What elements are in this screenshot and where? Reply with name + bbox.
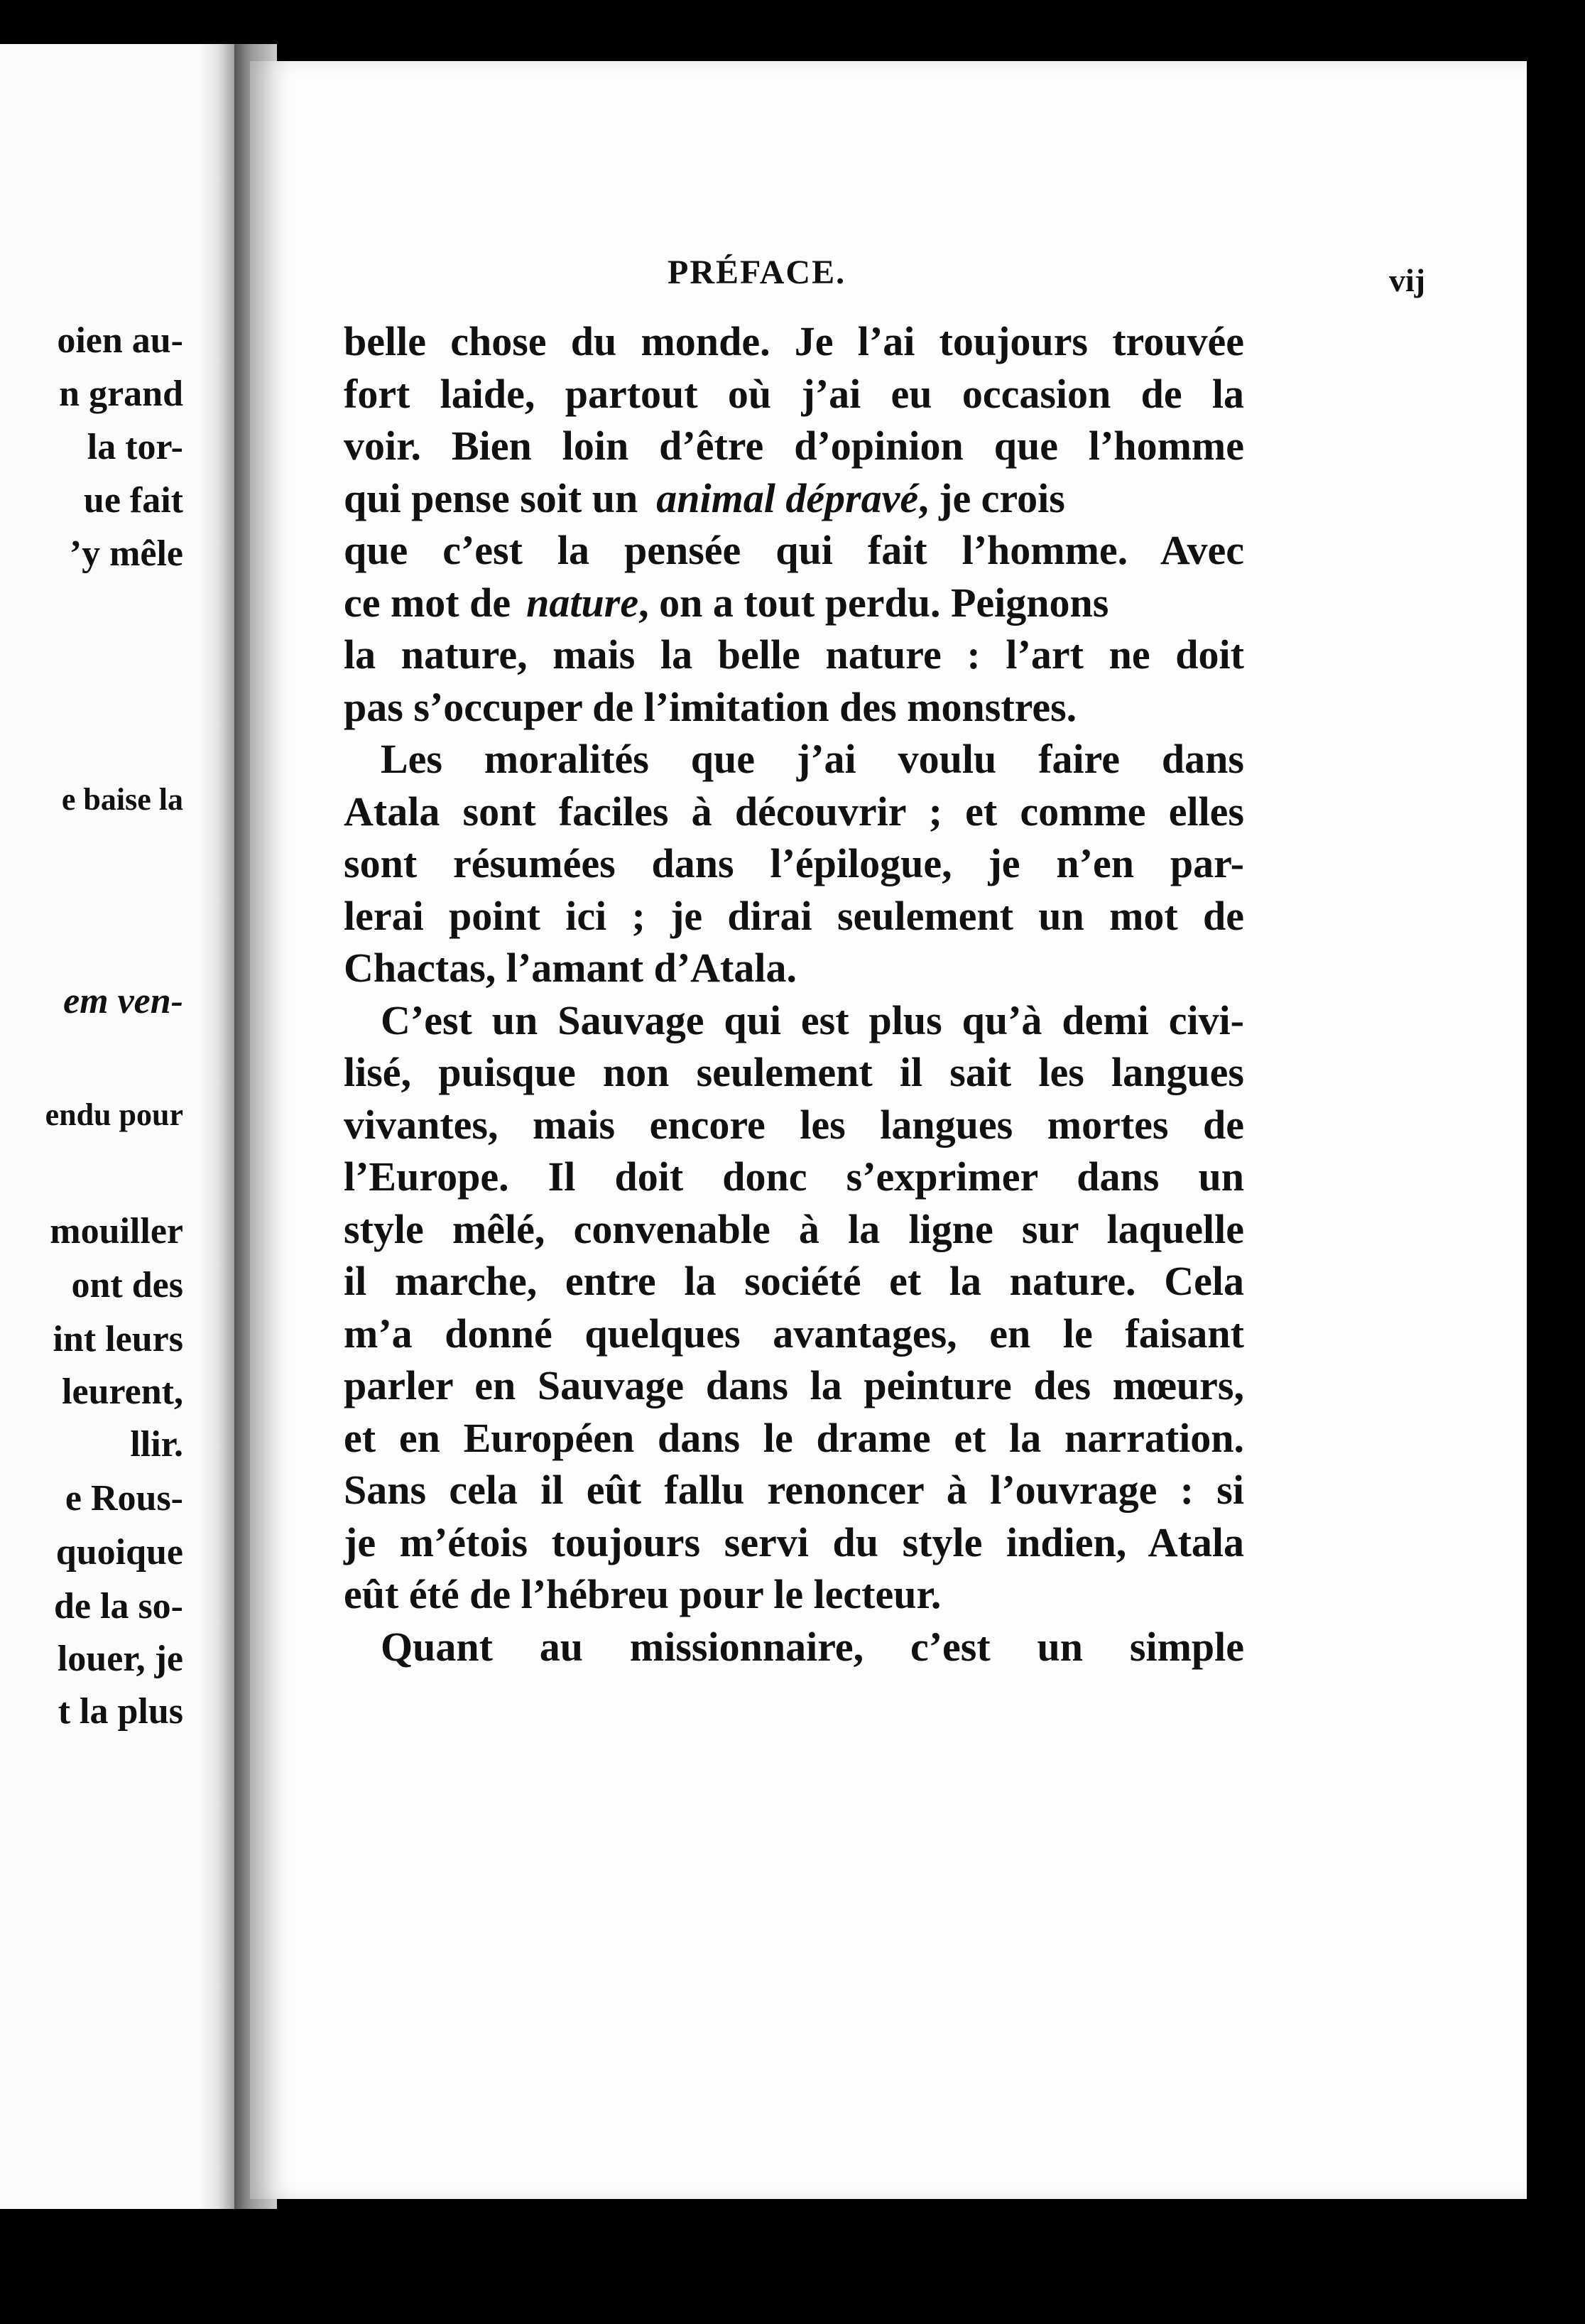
text-line: ce mot de nature , on a tout perdu. Peignons <box>344 577 1244 629</box>
text-line: fort laide, partout où j’ai eu occasion de la <box>344 370 1244 417</box>
left-line: la tor- <box>87 427 183 467</box>
text-line: Atala sont faciles à découvrir ; et comme elles <box>344 788 1244 835</box>
text-line: l’Europe. Il doit donc s’exprimer dans un <box>344 1153 1244 1200</box>
text-line: Les moralités que j’ai voulu faire dans <box>381 736 1244 782</box>
text-line: vivantes, mais encore les langues mortes de <box>344 1101 1244 1148</box>
left-line: mouiller <box>50 1211 183 1251</box>
text-line: Chactas, l’amant d’Atala. <box>344 945 797 991</box>
left-line: n grand <box>59 374 183 414</box>
right-page <box>250 61 1527 2199</box>
text-line: parler en Sauvage dans la peinture des mœurs, <box>344 1362 1244 1408</box>
left-line: e Rous- <box>65 1478 183 1519</box>
text-line: lisé, puisque non seulement il sait les langues <box>344 1049 1244 1095</box>
text-line: eût été de l’hébreu pour le lecteur. <box>344 1571 942 1617</box>
text-line: et en Européen dans le drame et la narration. <box>344 1414 1244 1461</box>
text-line: sont résumées dans l’épilogue, je n’en par- <box>344 840 1244 886</box>
left-page-edge-shadow <box>199 44 234 2209</box>
left-line: quoique <box>55 1532 183 1573</box>
text-line: style mêlé, convenable à la ligne sur laquelle <box>344 1205 1244 1252</box>
text-line: je m’étois toujours servi du style indien, Atala <box>344 1519 1244 1565</box>
left-line: ’y mêle <box>69 533 183 574</box>
left-line: ue fait <box>83 480 183 521</box>
left-line: ont des <box>71 1265 183 1305</box>
left-page <box>0 44 234 2209</box>
left-line: e baise la <box>61 782 183 817</box>
left-line: em ven- <box>63 981 183 1021</box>
left-line: int leurs <box>53 1319 183 1359</box>
italic-phrase: animal dépravé <box>656 474 919 521</box>
running-head: PRÉFACE. <box>668 254 846 291</box>
italic-phrase: nature <box>526 579 639 626</box>
left-line: louer, je <box>57 1639 183 1679</box>
text-line: m’a donné quelques avantages, en le faisant <box>344 1310 1244 1357</box>
text-line: pas s’occuper de l’imitation des monstres. <box>344 683 1077 730</box>
text-line: voir. Bien loin d’être d’opinion que l’homme <box>344 423 1244 469</box>
text-line: C’est un Sauvage qui est plus qu’à demi civi- <box>381 997 1244 1043</box>
text-line: que c’est la pensée qui fait l’homme. Avec <box>344 527 1244 573</box>
text-line: Sans cela il eût fallu renoncer à l’ouvrage : si <box>344 1467 1244 1513</box>
text-line: belle chose du monde. Je l’ai toujours trouvée <box>344 318 1244 364</box>
left-line: de la so- <box>54 1586 183 1627</box>
text-line: qui pense soit un animal dépravé , je crois <box>344 472 1244 525</box>
text-line: il marche, entre la société et la nature. Cela <box>344 1258 1244 1304</box>
left-line: endu pour <box>45 1097 183 1132</box>
left-line: oien au- <box>57 320 183 361</box>
body-text <box>344 315 1244 1673</box>
page-number: vij <box>1389 262 1426 298</box>
text-line: la nature, mais la belle nature : l’art ne doit <box>344 631 1244 678</box>
text-line: lerai point ici ; je dirai seulement un mot de <box>344 892 1244 939</box>
text-line: Quant au missionnaire, c’est un simple <box>381 1623 1244 1670</box>
left-line: leurent, <box>62 1372 183 1412</box>
left-line: llir. <box>130 1424 183 1465</box>
left-line: t la plus <box>58 1691 183 1732</box>
